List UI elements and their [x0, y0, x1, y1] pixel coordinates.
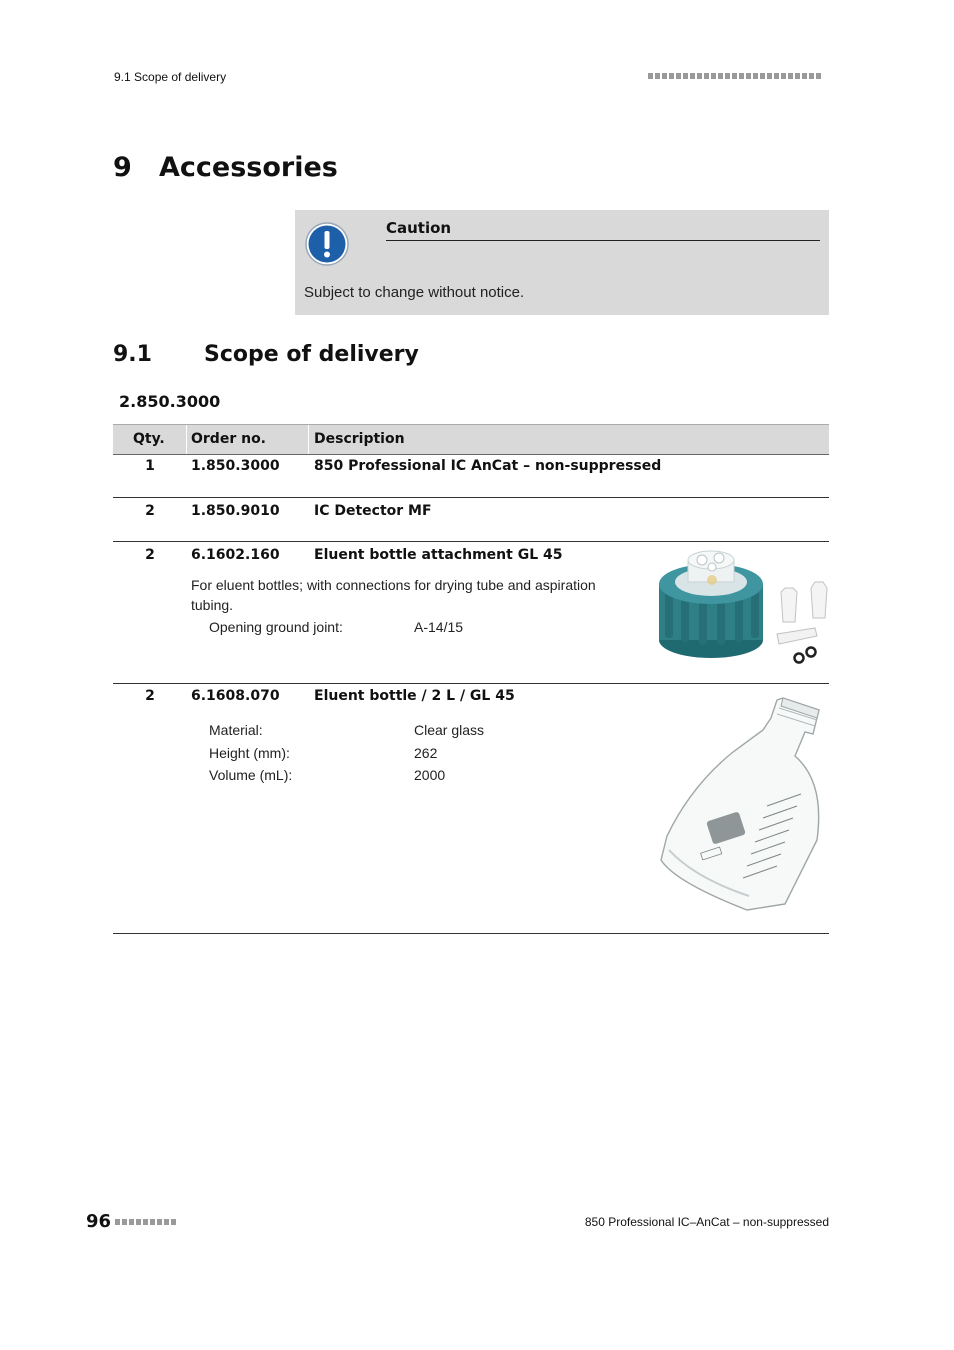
spec-label: Height (mm):	[209, 745, 290, 761]
caution-box	[295, 210, 829, 315]
section-title: Scope of delivery	[204, 342, 419, 367]
row-order-no: 6.1602.160	[191, 547, 280, 563]
page-number: 96	[86, 1211, 112, 1232]
footer-document-title: 850 Professional IC–AnCat – non-suppressed	[584, 1215, 829, 1229]
exclamation-icon	[305, 222, 349, 266]
table-header	[113, 424, 829, 455]
chapter-title	[113, 152, 338, 183]
row-order-no: 6.1608.070	[191, 688, 280, 704]
header-qty: Qty.	[133, 431, 165, 447]
row-qty: 2	[145, 688, 155, 704]
eluent-bottle-image	[655, 690, 830, 912]
spec-value: A-14/15	[414, 619, 464, 635]
header-order-no: Order no.	[191, 431, 267, 447]
spec-label: Material:	[209, 722, 263, 738]
row-description: IC Detector MF	[314, 503, 432, 519]
row-divider	[113, 683, 829, 684]
caution-title: Caution	[386, 219, 820, 241]
chapter-name: Accessories	[159, 152, 338, 183]
row-description: 850 Professional IC AnCat – non-suppressed	[314, 458, 662, 474]
row-divider	[113, 541, 829, 542]
footer-decoration	[115, 1219, 176, 1225]
spec-label: Volume (mL):	[209, 767, 293, 783]
header-decoration	[648, 73, 821, 79]
section-number: 9.1	[113, 342, 152, 367]
header-description: Description	[314, 431, 405, 447]
column-divider	[308, 425, 309, 454]
row-order-no: 1.850.9010	[191, 503, 280, 519]
spec-value: Clear glass	[414, 722, 485, 738]
row-divider	[113, 497, 829, 498]
column-divider	[186, 425, 187, 454]
running-header: 9.1 Scope of delivery	[114, 70, 227, 84]
bottle-attachment-image	[655, 548, 830, 666]
subsection-heading: 2.850.3000	[119, 392, 221, 411]
row-details: For eluent bottles; with connections for drying tube and aspiration tubing.	[191, 577, 596, 613]
row-description: Eluent bottle / 2 L / GL 45	[314, 688, 515, 704]
section-heading	[113, 342, 419, 367]
row-order-no: 1.850.3000	[191, 458, 280, 474]
spec-value: 2000	[414, 767, 446, 783]
caution-text: Subject to change without notice.	[304, 284, 525, 301]
row-description: Eluent bottle attachment GL 45	[314, 547, 563, 563]
table-bottom-rule	[113, 933, 829, 934]
row-qty: 2	[145, 547, 155, 563]
row-qty: 2	[145, 503, 155, 519]
spec-value: 262	[414, 745, 438, 761]
chapter-number: 9	[113, 152, 132, 183]
row-qty: 1	[145, 458, 155, 474]
spec-label: Opening ground joint:	[209, 619, 343, 635]
